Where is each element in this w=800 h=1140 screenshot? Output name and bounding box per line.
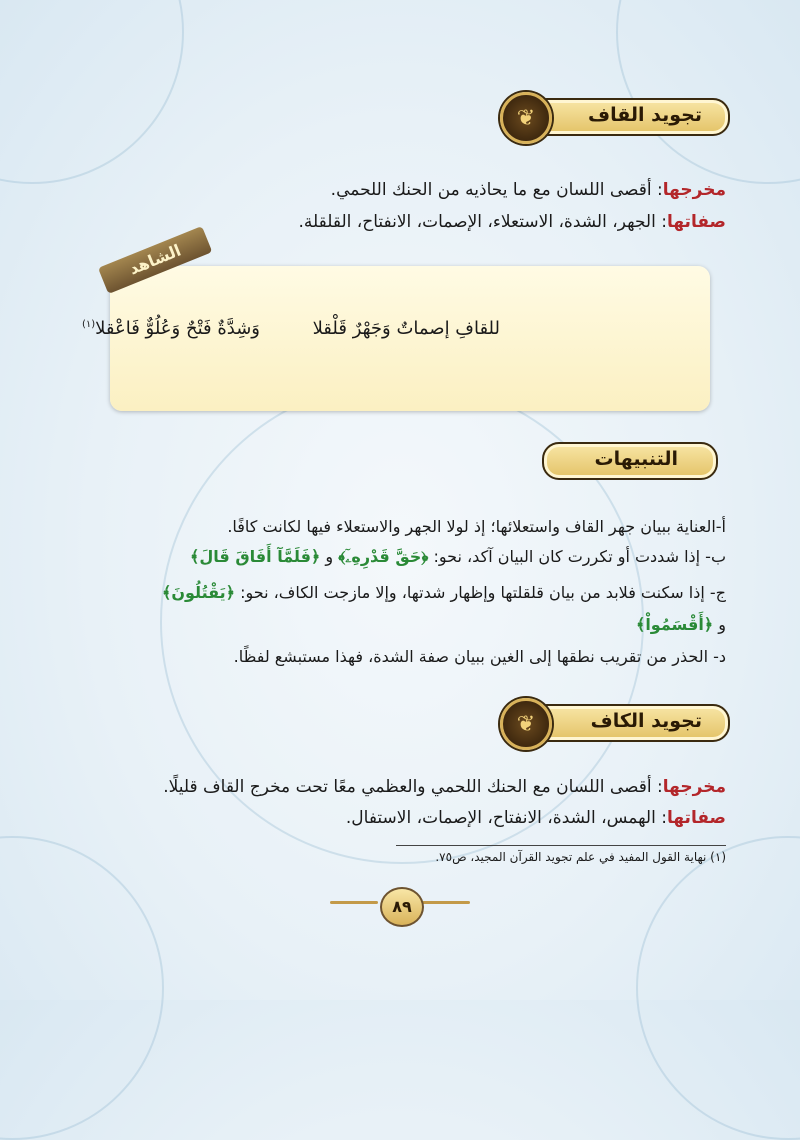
sifat-label: صفاتها <box>666 808 726 828</box>
conjunction: و <box>718 615 726 634</box>
quran-phrase: ﴿حَقَّ قَدْرِهِۦٓ﴾ <box>338 547 429 566</box>
floral-medallion-icon: ❦ <box>500 92 552 144</box>
makhraj-line <box>70 175 726 205</box>
sifat-label: صفاتها <box>666 212 726 232</box>
note-c <box>70 578 726 608</box>
page-number-ornament <box>330 885 470 925</box>
poem-line-1: للقافِ إصماتٌ وَجَهْرٌ قَلْقلا <box>312 318 500 339</box>
note-c-text: ج- إذا سكنت فلابد من بيان قلقلتها وإظهار شدتها، وإلا مازجت الكاف، نحو: <box>240 583 726 602</box>
note-b <box>70 542 726 572</box>
quran-phrase: ﴿أَقْسَمُواْ﴾ <box>635 615 714 634</box>
section-title-badge <box>546 436 718 482</box>
footnote-divider <box>396 845 726 846</box>
section-title-badge <box>500 698 730 744</box>
section-title: تجويد الكاف <box>590 710 702 732</box>
sifat-text: : الجهر، الشدة، الاستعلاء، الإصمات، الانفتاح، القلقلة. <box>298 212 667 232</box>
conjunction: و <box>325 547 334 566</box>
note-d: د- الحذر من تقريب نطقها إلى الغين ببيان صفة الشدة، فهذا مستبشع لفظًا. <box>233 647 726 666</box>
footnote: (١) نهاية القول المفيد في علم تجويد القرآن المجيد، ص٧٥. <box>435 850 726 864</box>
makhraj-label: مخرجها <box>662 777 726 797</box>
note-a: أ-العناية ببيان جهر القاف واستعلائها؛ إذ لولا الجهر والاستعلاء فيها لكانت كافًا. <box>227 517 726 536</box>
section-title-badge <box>500 92 730 138</box>
section-title: تجويد القاف <box>588 104 702 126</box>
sifat-line <box>70 803 726 833</box>
page-number: ٨٩ <box>380 887 424 927</box>
makhraj-text: : أقصى اللسان مع الحنك اللحمي والعظمي معًا تحت مخرج القاف قليلًا. <box>163 777 663 797</box>
makhraj-label: مخرجها <box>662 180 726 200</box>
sifat-line <box>70 207 726 237</box>
footnote-ref: (١) <box>81 319 96 330</box>
note-c-cont <box>70 610 726 640</box>
quran-phrase: ﴿فَلَمَّآ أَفَاقَ قَالَ﴾ <box>190 547 321 566</box>
poem-line-2-text: وَشِدَّةٌ فَتْحٌ وَعُلُوٌّ فَاعْقلا <box>95 318 260 339</box>
floral-medallion-icon: ❦ <box>500 698 552 750</box>
poem-ribbon: الشاهد <box>98 226 212 294</box>
quran-phrase: ﴿يَقْتُلُونَ﴾ <box>161 583 236 602</box>
sifat-text: : الهمس، الشدة، الانفتاح، الإصمات، الاستفال. <box>345 808 667 828</box>
section-title: التنبيهات <box>594 448 678 470</box>
poem-line-2 <box>82 318 260 339</box>
makhraj-text: : أقصى اللسان مع ما يحاذيه من الحنك اللحمي. <box>330 180 663 200</box>
note-b-text: ب- إذا شددت أو تكررت كان البيان آكد، نحو: <box>433 547 726 566</box>
makhraj-line <box>70 772 726 802</box>
